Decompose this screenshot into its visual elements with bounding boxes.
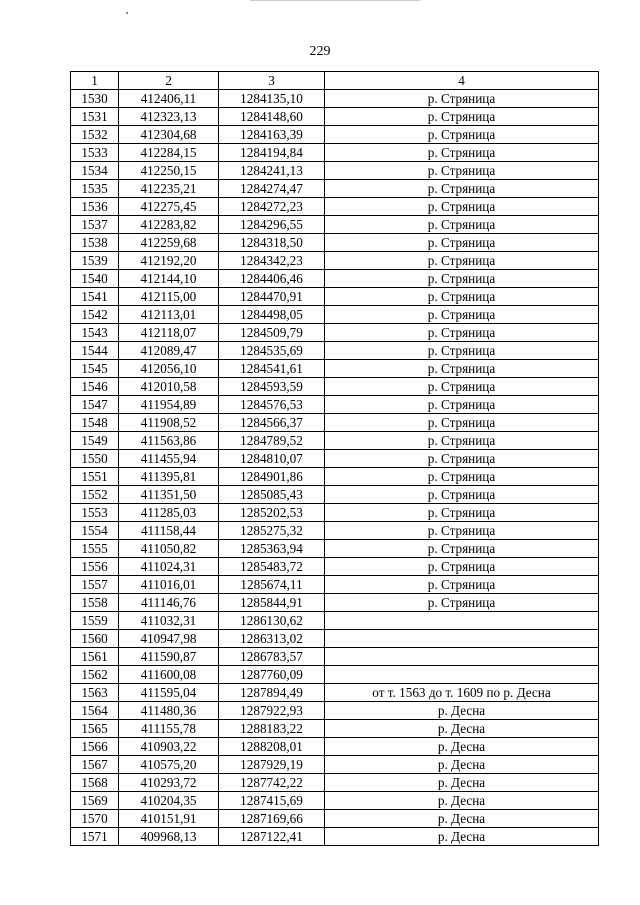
cell-x-coordinate: 412144,10 [119, 270, 219, 288]
cell-point-number: 1552 [71, 486, 119, 504]
table-row [71, 774, 599, 792]
table-row [71, 144, 599, 162]
cell-y-coordinate: 1288183,22 [219, 720, 325, 738]
cell-x-coordinate: 412118,07 [119, 324, 219, 342]
cell-point-number: 1568 [71, 774, 119, 792]
cell-point-number: 1565 [71, 720, 119, 738]
cell-point-number: 1537 [71, 216, 119, 234]
cell-y-coordinate: 1285202,53 [219, 504, 325, 522]
table-row [71, 108, 599, 126]
cell-x-coordinate: 412089,47 [119, 342, 219, 360]
table-row [71, 342, 599, 360]
table-header-row [71, 72, 599, 90]
cell-y-coordinate: 1284593,59 [219, 378, 325, 396]
cell-point-number: 1534 [71, 162, 119, 180]
header-point-number: 1 [71, 72, 119, 90]
cell-y-coordinate: 1287169,66 [219, 810, 325, 828]
table-row [71, 468, 599, 486]
cell-y-coordinate: 1284470,91 [219, 288, 325, 306]
cell-point-number: 1539 [71, 252, 119, 270]
cell-point-number: 1543 [71, 324, 119, 342]
cell-description: р. Десна [325, 720, 599, 738]
cell-x-coordinate: 412259,68 [119, 234, 219, 252]
cell-description: р. Стряница [325, 90, 599, 108]
cell-x-coordinate: 410293,72 [119, 774, 219, 792]
cell-description [325, 630, 599, 648]
cell-point-number: 1531 [71, 108, 119, 126]
cell-y-coordinate: 1284148,60 [219, 108, 325, 126]
cell-y-coordinate: 1284318,50 [219, 234, 325, 252]
cell-y-coordinate: 1284509,79 [219, 324, 325, 342]
cell-point-number: 1570 [71, 810, 119, 828]
table-row [71, 432, 599, 450]
cell-point-number: 1542 [71, 306, 119, 324]
cell-description: р. Десна [325, 738, 599, 756]
cell-y-coordinate: 1284901,86 [219, 468, 325, 486]
cell-point-number: 1545 [71, 360, 119, 378]
cell-y-coordinate: 1284241,13 [219, 162, 325, 180]
cell-description: р. Стряница [325, 234, 599, 252]
table-row [71, 522, 599, 540]
cell-description: р. Стряница [325, 342, 599, 360]
cell-y-coordinate: 1287415,69 [219, 792, 325, 810]
table-row [71, 414, 599, 432]
cell-description: р. Стряница [325, 144, 599, 162]
cell-y-coordinate: 1284342,23 [219, 252, 325, 270]
table-row [71, 720, 599, 738]
cell-description: р. Стряница [325, 432, 599, 450]
cell-description: р. Стряница [325, 180, 599, 198]
cell-y-coordinate: 1284541,61 [219, 360, 325, 378]
cell-x-coordinate: 411146,76 [119, 594, 219, 612]
cell-x-coordinate: 409968,13 [119, 828, 219, 846]
table-row [71, 180, 599, 198]
table-row [71, 792, 599, 810]
cell-description: р. Стряница [325, 396, 599, 414]
cell-description: р. Стряница [325, 540, 599, 558]
cell-description: р. Стряница [325, 468, 599, 486]
cell-point-number: 1548 [71, 414, 119, 432]
table-row [71, 306, 599, 324]
cell-x-coordinate: 412304,68 [119, 126, 219, 144]
cell-y-coordinate: 1284789,52 [219, 432, 325, 450]
cell-y-coordinate: 1284274,47 [219, 180, 325, 198]
cell-y-coordinate: 1288208,01 [219, 738, 325, 756]
cell-description: р. Стряница [325, 216, 599, 234]
table-row [71, 270, 599, 288]
table-row [71, 684, 599, 702]
cell-point-number: 1551 [71, 468, 119, 486]
table-row [71, 630, 599, 648]
cell-description: р. Стряница [325, 162, 599, 180]
table-row [71, 216, 599, 234]
cell-y-coordinate: 1287929,19 [219, 756, 325, 774]
cell-y-coordinate: 1284810,07 [219, 450, 325, 468]
cell-description: р. Стряница [325, 360, 599, 378]
table-row [71, 396, 599, 414]
cell-x-coordinate: 411455,94 [119, 450, 219, 468]
cell-point-number: 1546 [71, 378, 119, 396]
cell-description: р. Стряница [325, 450, 599, 468]
cell-point-number: 1558 [71, 594, 119, 612]
cell-x-coordinate: 411590,87 [119, 648, 219, 666]
cell-point-number: 1535 [71, 180, 119, 198]
table-row [71, 360, 599, 378]
table-row [71, 450, 599, 468]
table-row [71, 198, 599, 216]
cell-y-coordinate: 1286313,02 [219, 630, 325, 648]
cell-point-number: 1562 [71, 666, 119, 684]
header-description: 4 [325, 72, 599, 90]
table-row [71, 648, 599, 666]
cell-description: р. Стряница [325, 522, 599, 540]
cell-x-coordinate: 411908,52 [119, 414, 219, 432]
header-y-coordinate: 3 [219, 72, 325, 90]
cell-description: р. Стряница [325, 558, 599, 576]
cell-y-coordinate: 1284535,69 [219, 342, 325, 360]
cell-description: р. Десна [325, 702, 599, 720]
cell-y-coordinate: 1287894,49 [219, 684, 325, 702]
cell-point-number: 1566 [71, 738, 119, 756]
table-row [71, 810, 599, 828]
page-number: 229 [309, 44, 331, 59]
table-row [71, 486, 599, 504]
cell-x-coordinate: 411158,44 [119, 522, 219, 540]
cell-point-number: 1571 [71, 828, 119, 846]
cell-y-coordinate: 1284406,46 [219, 270, 325, 288]
table-row [71, 252, 599, 270]
cell-y-coordinate: 1285674,11 [219, 576, 325, 594]
cell-description: р. Стряница [325, 504, 599, 522]
cell-x-coordinate: 411600,08 [119, 666, 219, 684]
cell-x-coordinate: 411016,01 [119, 576, 219, 594]
table-row [71, 756, 599, 774]
cell-y-coordinate: 1287922,93 [219, 702, 325, 720]
cell-description [325, 612, 599, 630]
cell-description: р. Стряница [325, 108, 599, 126]
cell-description: р. Стряница [325, 252, 599, 270]
cell-x-coordinate: 410903,22 [119, 738, 219, 756]
table-row [71, 702, 599, 720]
cell-x-coordinate: 412406,11 [119, 90, 219, 108]
cell-point-number: 1536 [71, 198, 119, 216]
cell-x-coordinate: 410151,91 [119, 810, 219, 828]
cell-x-coordinate: 412115,00 [119, 288, 219, 306]
cell-point-number: 1550 [71, 450, 119, 468]
cell-description: р. Стряница [325, 594, 599, 612]
cell-x-coordinate: 410204,35 [119, 792, 219, 810]
cell-point-number: 1563 [71, 684, 119, 702]
cell-x-coordinate: 412283,82 [119, 216, 219, 234]
cell-description: р. Стряница [325, 306, 599, 324]
cell-y-coordinate: 1286783,57 [219, 648, 325, 666]
cell-description: р. Стряница [325, 288, 599, 306]
cell-y-coordinate: 1285275,32 [219, 522, 325, 540]
cell-description: р. Стряница [325, 378, 599, 396]
cell-x-coordinate: 411351,50 [119, 486, 219, 504]
cell-point-number: 1567 [71, 756, 119, 774]
cell-point-number: 1569 [71, 792, 119, 810]
cell-y-coordinate: 1284576,53 [219, 396, 325, 414]
table-row [71, 612, 599, 630]
cell-description: р. Десна [325, 828, 599, 846]
cell-y-coordinate: 1286130,62 [219, 612, 325, 630]
table-row [71, 540, 599, 558]
cell-y-coordinate: 1284135,10 [219, 90, 325, 108]
cell-x-coordinate: 411954,89 [119, 396, 219, 414]
table-row [71, 126, 599, 144]
cell-y-coordinate: 1287122,41 [219, 828, 325, 846]
cell-point-number: 1554 [71, 522, 119, 540]
scan-dot [126, 12, 128, 14]
cell-y-coordinate: 1284498,05 [219, 306, 325, 324]
table-body [71, 90, 599, 846]
cell-x-coordinate: 412235,21 [119, 180, 219, 198]
cell-x-coordinate: 411032,31 [119, 612, 219, 630]
cell-point-number: 1553 [71, 504, 119, 522]
cell-description: р. Стряница [325, 270, 599, 288]
cell-x-coordinate: 411050,82 [119, 540, 219, 558]
table-row [71, 324, 599, 342]
cell-description: р. Стряница [325, 486, 599, 504]
cell-point-number: 1547 [71, 396, 119, 414]
cell-point-number: 1561 [71, 648, 119, 666]
cell-point-number: 1564 [71, 702, 119, 720]
cell-point-number: 1557 [71, 576, 119, 594]
coordinates-table [70, 71, 599, 846]
cell-y-coordinate: 1287742,22 [219, 774, 325, 792]
cell-description: р. Стряница [325, 198, 599, 216]
cell-x-coordinate: 410947,98 [119, 630, 219, 648]
cell-x-coordinate: 412323,13 [119, 108, 219, 126]
cell-y-coordinate: 1285483,72 [219, 558, 325, 576]
cell-point-number: 1555 [71, 540, 119, 558]
cell-y-coordinate: 1287760,09 [219, 666, 325, 684]
cell-description: р. Десна [325, 810, 599, 828]
cell-x-coordinate: 412056,10 [119, 360, 219, 378]
table-row [71, 594, 599, 612]
cell-y-coordinate: 1284194,84 [219, 144, 325, 162]
cell-description: р. Стряница [325, 126, 599, 144]
cell-x-coordinate: 412192,20 [119, 252, 219, 270]
cell-x-coordinate: 412284,15 [119, 144, 219, 162]
cell-description: р. Десна [325, 756, 599, 774]
cell-point-number: 1533 [71, 144, 119, 162]
cell-point-number: 1544 [71, 342, 119, 360]
cell-y-coordinate: 1285085,43 [219, 486, 325, 504]
cell-description: р. Десна [325, 774, 599, 792]
cell-point-number: 1540 [71, 270, 119, 288]
table-row [71, 162, 599, 180]
cell-x-coordinate: 411155,78 [119, 720, 219, 738]
cell-x-coordinate: 412113,01 [119, 306, 219, 324]
table-row [71, 504, 599, 522]
cell-description: р. Стряница [325, 324, 599, 342]
table-row [71, 558, 599, 576]
table-row [71, 90, 599, 108]
cell-point-number: 1549 [71, 432, 119, 450]
cell-y-coordinate: 1284296,55 [219, 216, 325, 234]
cell-point-number: 1541 [71, 288, 119, 306]
cell-x-coordinate: 412250,15 [119, 162, 219, 180]
cell-description [325, 666, 599, 684]
table-row [71, 234, 599, 252]
header-x-coordinate: 2 [119, 72, 219, 90]
cell-point-number: 1560 [71, 630, 119, 648]
cell-point-number: 1532 [71, 126, 119, 144]
cell-x-coordinate: 411024,31 [119, 558, 219, 576]
cell-description: р. Стряница [325, 576, 599, 594]
cell-point-number: 1530 [71, 90, 119, 108]
cell-description [325, 648, 599, 666]
cell-x-coordinate: 411480,36 [119, 702, 219, 720]
table-row [71, 828, 599, 846]
cell-x-coordinate: 411595,04 [119, 684, 219, 702]
scan-edge-line [250, 0, 420, 1]
cell-y-coordinate: 1285363,94 [219, 540, 325, 558]
cell-y-coordinate: 1284272,23 [219, 198, 325, 216]
table-row [71, 576, 599, 594]
table-row [71, 738, 599, 756]
cell-x-coordinate: 411563,86 [119, 432, 219, 450]
cell-point-number: 1556 [71, 558, 119, 576]
cell-y-coordinate: 1285844,91 [219, 594, 325, 612]
table-row [71, 666, 599, 684]
cell-x-coordinate: 412275,45 [119, 198, 219, 216]
cell-y-coordinate: 1284163,39 [219, 126, 325, 144]
cell-point-number: 1559 [71, 612, 119, 630]
cell-y-coordinate: 1284566,37 [219, 414, 325, 432]
cell-description: от т. 1563 до т. 1609 по р. Десна [325, 684, 599, 702]
cell-x-coordinate: 411285,03 [119, 504, 219, 522]
cell-x-coordinate: 411395,81 [119, 468, 219, 486]
cell-x-coordinate: 412010,58 [119, 378, 219, 396]
cell-x-coordinate: 410575,20 [119, 756, 219, 774]
table-row [71, 288, 599, 306]
cell-description: р. Десна [325, 792, 599, 810]
cell-point-number: 1538 [71, 234, 119, 252]
table-row [71, 378, 599, 396]
cell-description: р. Стряница [325, 414, 599, 432]
